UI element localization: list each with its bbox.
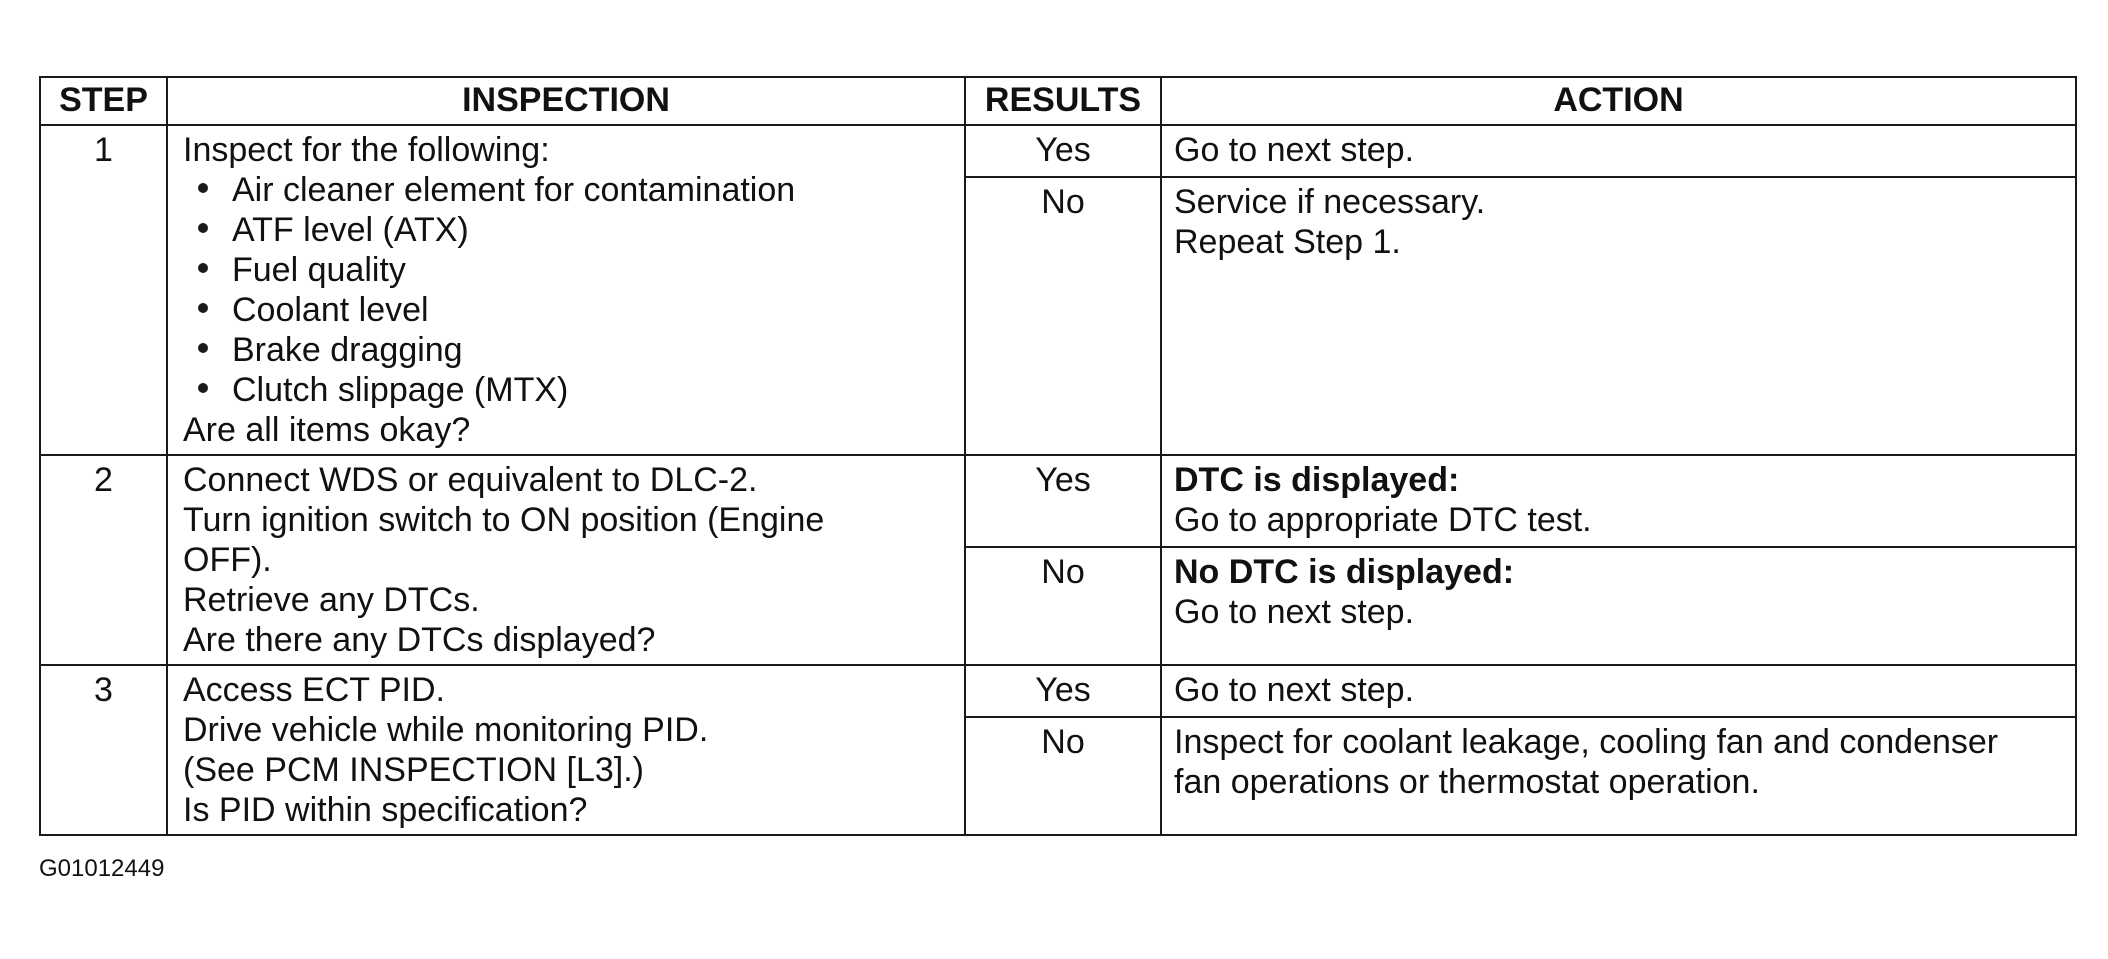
action-text: Inspect for coolant leakage, cooling fan and condenser (1174, 723, 1999, 761)
list-item (183, 290, 954, 330)
inspection-cell (167, 125, 965, 455)
list-item-text: Clutch slippage (MTX) (232, 371, 569, 409)
result-yes: Yes (965, 455, 1161, 547)
inspection-question: Are there any DTCs displayed? (183, 621, 656, 659)
action-text: Go to next step. (1174, 593, 1415, 631)
action-yes (1161, 455, 2076, 547)
action-no (1161, 547, 2076, 665)
diagnostic-table (39, 76, 2077, 836)
action-text: Repeat Step 1. (1174, 223, 1401, 262)
step-number: 2 (40, 455, 167, 665)
list-item-text: Brake dragging (232, 331, 463, 369)
header-action: ACTION (1161, 77, 2076, 125)
result-no: No (965, 717, 1161, 835)
header-results: RESULTS (965, 77, 1161, 125)
table-row (40, 125, 2076, 177)
inspection-bullet-list (183, 170, 954, 410)
inspection-text: OFF). (183, 541, 272, 579)
header-step: STEP (40, 77, 167, 125)
list-item-text: Coolant level (232, 291, 429, 329)
list-item-text: Air cleaner element for contamination (232, 171, 796, 209)
list-item (183, 330, 954, 370)
action-yes: Go to next step. (1161, 125, 2076, 177)
inspection-text: Connect WDS or equivalent to DLC-2. (183, 461, 758, 499)
bullet-icon (198, 183, 208, 193)
bullet-icon (198, 303, 208, 313)
inspection-question: Is PID within specification? (183, 791, 588, 829)
inspection-text: Retrieve any DTCs. (183, 581, 480, 619)
action-no (1161, 717, 2076, 835)
inspection-text: Inspect for the following: (183, 131, 550, 169)
action-yes: Go to next step. (1161, 665, 2076, 717)
inspection-text: Turn ignition switch to ON position (Engine (183, 501, 825, 539)
list-item-text: ATF level (ATX) (232, 211, 469, 249)
list-item-text: Fuel quality (232, 251, 406, 289)
inspection-cell (167, 455, 965, 665)
action-text: Go to appropriate DTC test. (1174, 501, 1592, 539)
table-row (40, 455, 2076, 547)
result-yes: Yes (965, 125, 1161, 177)
inspection-text: Drive vehicle while monitoring PID. (183, 711, 709, 749)
action-heading: No DTC is displayed: (1174, 553, 1515, 591)
step-number: 1 (40, 125, 167, 455)
bullet-icon (198, 383, 208, 393)
table-row (40, 665, 2076, 717)
list-item (183, 170, 954, 210)
bullet-icon (198, 263, 208, 273)
inspection-text: (See PCM INSPECTION [L3].) (183, 751, 644, 789)
bullet-icon (198, 343, 208, 353)
result-no: No (965, 547, 1161, 665)
list-item (183, 210, 954, 250)
step-number: 3 (40, 665, 167, 835)
figure-id: G01012449 (39, 855, 165, 882)
list-item (183, 370, 954, 410)
result-yes: Yes (965, 665, 1161, 717)
list-item (183, 250, 954, 290)
inspection-text: Access ECT PID. (183, 671, 445, 709)
action-text: fan operations or thermostat operation. (1174, 763, 1760, 801)
bullet-icon (198, 223, 208, 233)
action-heading: DTC is displayed: (1174, 461, 1460, 499)
inspection-question: Are all items okay? (183, 411, 471, 449)
header-row (40, 77, 2076, 125)
action-no (1161, 177, 2076, 455)
result-no: No (965, 177, 1161, 455)
header-inspection: INSPECTION (167, 77, 965, 125)
inspection-cell (167, 665, 965, 835)
action-text: Service if necessary. (1174, 183, 1486, 222)
